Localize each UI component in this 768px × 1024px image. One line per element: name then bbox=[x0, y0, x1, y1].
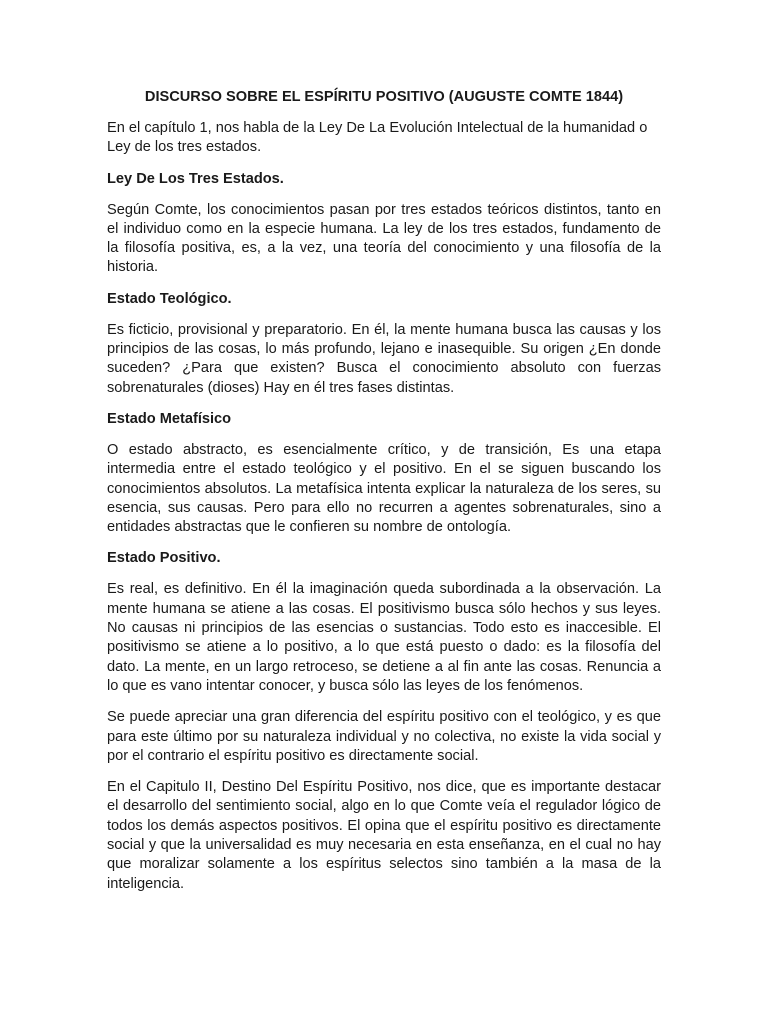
section-heading-estado-metafisico: Estado Metafísico bbox=[107, 410, 232, 427]
paragraph-diferencia-teologico: Se puede apreciar una gran diferencia del espíritu positivo con el teológico, y es que para este último por su naturaleza individual y no colectiva, no existe la vida social y por el contrario el espíritu positivo es directamente social. bbox=[107, 709, 661, 764]
paragraph-estado-metafisico: O estado abstracto, es esencialmente crítico, y de transición, Es una etapa intermedia entre el estado teológico y el positivo. En el se siguen buscando los conocimientos absolutos. La metafísica intenta explicar la naturaleza de los seres, su esencia, sus causas. Pero para ello no recurren a agentes sobrenaturales, sino a entidades abstractas que le confieren su nombre de ontología. bbox=[107, 441, 661, 536]
document-page bbox=[107, 88, 661, 906]
paragraph-ley-tres-estados: Según Comte, los conocimientos pasan por tres estados teóricos distintos, tanto en el individuo como en la especie humana. La ley de los tres estados, fundamento de la filosofía positiva, es, a la vez, una teoría del conocimiento y una filosofía de la historia. bbox=[107, 201, 661, 276]
intro-paragraph: En el capítulo 1, nos habla de la Ley De La Evolución Intelectual de la humanidad o Ley de los tres estados. bbox=[107, 120, 648, 156]
paragraph-estado-positivo: Es real, es definitivo. En él la imaginación queda subordinada a la observación. La mente humana se atiene a las cosas. El positivismo busca sólo hechos y sus leyes. No causas ni principios de las esencias o sustancias. Todo esto es inaccesible. El positivismo se atiene a lo positivo, a lo que está puesto o dado: es la filosofía del dato. La mente, en un largo retroceso, se detiene a al fin ante las cosas. Renuncia a lo que es vano intentar conocer, y busca sólo las leyes de los fenómenos. bbox=[107, 581, 661, 694]
section-heading-estado-teologico: Estado Teológico. bbox=[107, 290, 232, 307]
section-heading-estado-positivo: Estado Positivo. bbox=[107, 550, 221, 567]
paragraph-capitulo-ii: En el Capitulo II, Destino Del Espíritu Positivo, nos dice, que es importante destacar el desarrollo del sentimiento social, algo en lo que Comte veía el regulador lógico de todos los demás aspectos positivos. El opina que el espíritu positivo es directamente social y que la universalidad es muy necesaria en esta enseñanza, en el cual no hay que moralizar solamente a los espíritus selectos sino también a la masa de la inteligencia. bbox=[107, 779, 661, 892]
document-title: DISCURSO SOBRE EL ESPÍRITU POSITIVO (AUGUSTE COMTE 1844) bbox=[144, 89, 624, 105]
section-heading-ley-tres-estados: Ley De Los Tres Estados. bbox=[107, 170, 284, 187]
paragraph-estado-teologico: Es ficticio, provisional y preparatorio. En él, la mente humana busca las causas y los principios de las cosas, lo más profundo, lejano e inasequible. Su origen ¿En donde suceden? ¿Para que existen? Busca el conocimiento absoluto con fuerzas sobrenaturales (dioses) Hay en él tres fases distintas. bbox=[107, 321, 661, 396]
